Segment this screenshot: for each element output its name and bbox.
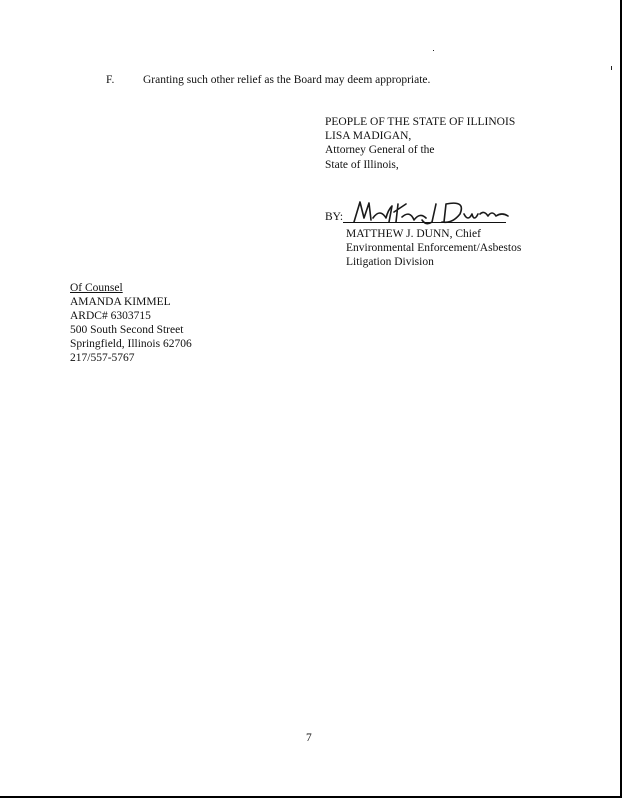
division-line: Litigation Division (346, 256, 434, 268)
counsel-name: AMANDA KIMMEL (70, 296, 171, 308)
scan-speck (433, 50, 434, 51)
plaintiff-line: Attorney General of the (325, 144, 435, 156)
handwritten-signature (340, 198, 515, 228)
plaintiff-line: PEOPLE OF THE STATE OF ILLINOIS (325, 116, 516, 128)
counsel-heading: Of Counsel (70, 282, 123, 294)
plaintiff-line: LISA MADIGAN, (325, 130, 412, 142)
relief-text: Granting such other relief as the Board may deem appropriate. (143, 74, 431, 86)
counsel-city: Springfield, Illinois 62706 (70, 338, 192, 350)
page-number: 7 (306, 732, 312, 744)
signer-name: MATTHEW J. DUNN, Chief (346, 228, 481, 240)
counsel-street: 500 South Second Street (70, 324, 184, 336)
by-label: BY: (325, 211, 344, 223)
division-line: Environmental Enforcement/Asbestos (346, 242, 522, 254)
counsel-phone: 217/557-5767 (70, 352, 135, 364)
scan-speck (611, 66, 612, 70)
signature-line (343, 222, 506, 223)
relief-letter: F. (106, 74, 115, 86)
plaintiff-line: State of Illinois, (325, 159, 399, 171)
counsel-ardc: ARDC# 6303715 (70, 310, 151, 322)
